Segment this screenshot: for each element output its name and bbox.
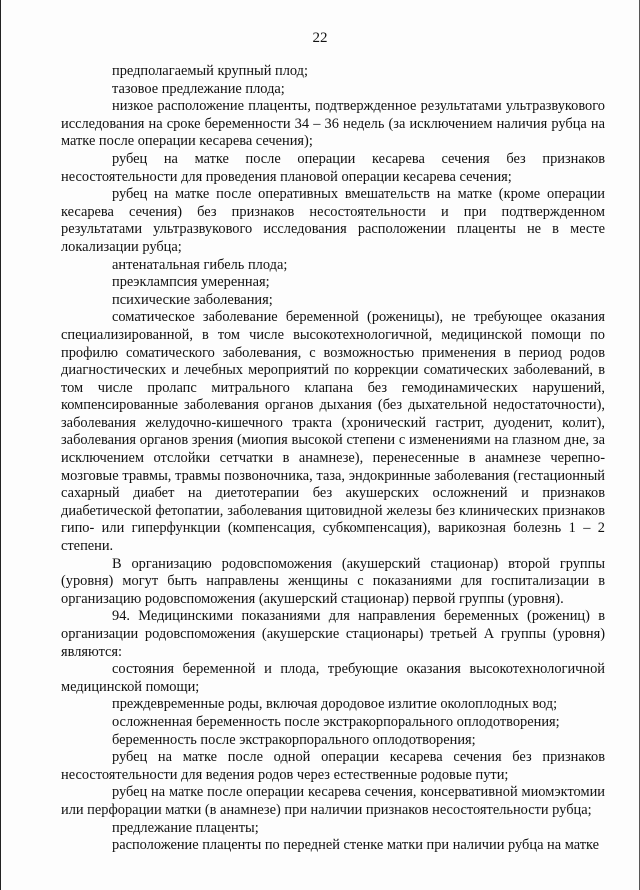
paragraph: преэклампсия умеренная; — [112, 274, 270, 291]
document-body — [61, 63, 605, 855]
paragraph: предлежание плаценты; — [112, 819, 259, 836]
paragraph: антенатальная гибель плода; — [112, 256, 288, 273]
paragraph: беременность после экстракорпорального оплодотворения; — [112, 731, 476, 748]
paragraph: рубец на матке после одной операции кесарева сечения без признаков несостоятельности для ведения родов через естественные родовые пути; — [61, 749, 605, 783]
paragraph: тазовое предлежание плода; — [112, 80, 285, 97]
paragraph: В организацию родовспоможения (акушерский стационар) второй группы (уровня) могут быть направлены женщины с показаниями для госпитализации в организацию родовспоможения (акушерский стационар) первой группы (уровня). — [61, 555, 605, 607]
paragraph: расположение плаценты по передней стенке матки при наличии рубца на матке — [112, 837, 600, 854]
paragraph: рубец на матке после операции кесарева сечения без признаков несостоятельности для проведения плановой операции кесарева сечения; — [61, 150, 605, 185]
paragraph: предполагаемый крупный плод; — [112, 63, 308, 79]
paragraph: осложненная беременность после экстракорпорального оплодотворения; — [112, 713, 560, 730]
paragraph: психические заболевания; — [112, 291, 273, 308]
paragraph: рубец на матке после операции кесарева сечения, консервативной миомэктомии или перфорации матки (в анамнезе) при наличии признаков несостоятельности рубца; — [61, 784, 605, 818]
page-number: 22 — [312, 30, 328, 46]
paragraph: 94. Медицинскими показаниями для направления беременных (рожениц) в организации родовспоможения (акушерские стационары) третьей А группы (уровня) являются: — [61, 608, 605, 660]
paragraph: преждевременные роды, включая дородовое излитие околоплодных вод; — [112, 696, 558, 713]
paragraph: рубец на матке после оперативных вмешательств на матке (кроме операции кесарева сечения) без признаков несостоятельности и при подтвержденном результатами ультразвукового исследования расположении плаценты не в месте локализации рубца; — [61, 186, 605, 255]
paragraph: соматическое заболевание беременной (роженицы), не требующее оказания специализированной, в том числе высокотехнологичной, медицинской помощи по профилю соматического заболевания, с возможностью применения в период родов диагностических и лечебных мероприятий по коррекции соматических заболеваний, в том числе пролапс митрального клапана без гемодинамических нарушений, компенсированные заболевания органов дыхания (без дыхательной недостаточности), заболевания желудочно-кишечного тракта (хронический гастрит, дуоденит, колит), заболевания органов зрения (миопия высокой степени с изменениями на глазном дне, за исключением отслойки сетчатки в анамнезе), перенесенные в анамнезе черепно-мозговые травмы, травмы позвоночника, таза, эндокринные заболевания (гестационный сахарный диабет на диетотерапии без акушерских осложнений и признаков диабетической фетопатии, заболевания щитовидной железы без клинических признаков гипо- или гиперфункции (компенсация, субкомпенсация), варикозная болезнь 1 – 2 степени. — [61, 309, 605, 555]
paragraph: низкое расположение плаценты, подтвержденное результатами ультразвукового исследования на сроке беременности 34 – 36 недель (за исключением наличия рубца на матке после операции кесарева сечения); — [61, 98, 605, 150]
paragraph: состояния беременной и плода, требующие оказания высокотехнологичной медицинской помощи; — [61, 661, 605, 695]
